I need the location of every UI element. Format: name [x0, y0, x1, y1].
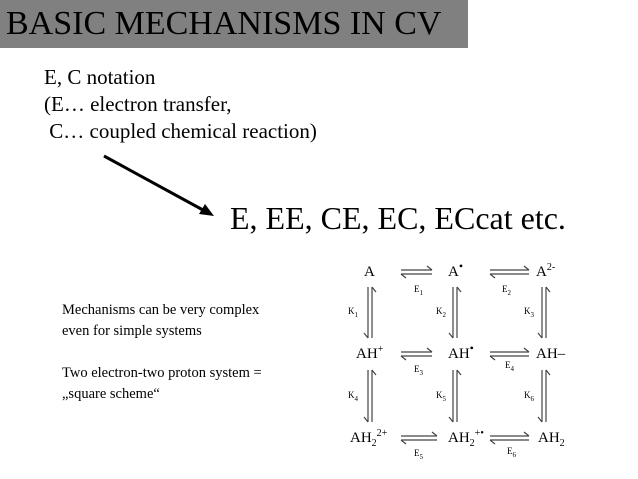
note-line: even for simple systems [62, 323, 202, 339]
species-AH2: $AH_2$ [538, 430, 565, 449]
species-A-2minus: $A^{2-}$ [536, 262, 556, 280]
K1-label: $K_1$ [348, 306, 358, 319]
species-AH-radical: AH• [448, 341, 474, 362]
K2-label: $K_2$ [436, 306, 446, 319]
slide-title: BASIC MECHANISMS IN CV [6, 5, 442, 42]
note-line: „square scheme“ [62, 386, 160, 402]
species-A-radical: A• [448, 259, 464, 280]
note-line: Two electron-two proton system = [62, 365, 262, 381]
E4-label: $E_4$ [505, 360, 514, 373]
K3-label: $K_3$ [524, 306, 534, 319]
E1-label: $E_1$ [414, 284, 423, 297]
notation-line: (E… electron transfer, [44, 92, 232, 116]
species-A: A [364, 264, 375, 280]
notation-line: E, C notation [44, 65, 156, 89]
note-line: Mechanisms can be very complex [62, 302, 260, 318]
species-AH-minus: AH– [536, 346, 566, 362]
E3-label: $E_3$ [414, 364, 423, 377]
species-AH-plus: AH+ [356, 344, 384, 362]
species-AH2-plus-radical: $AH_2^{+•}$ [448, 428, 484, 449]
K5-label: $K_5$ [436, 390, 446, 403]
E2-label: $E_2$ [502, 284, 511, 297]
notation-line: C… coupled chemical reaction) [44, 119, 317, 143]
K6-label: $K_6$ [524, 390, 534, 403]
E6-label: $E_6$ [507, 446, 516, 459]
mechanisms-list: E, EE, CE, EC, ECcat etc. [230, 200, 566, 236]
K4-label: $K_4$ [348, 390, 358, 403]
E5-label: $E_5$ [414, 448, 423, 461]
species-AH2-2plus: $AH_2^{2+}$ [350, 428, 388, 449]
